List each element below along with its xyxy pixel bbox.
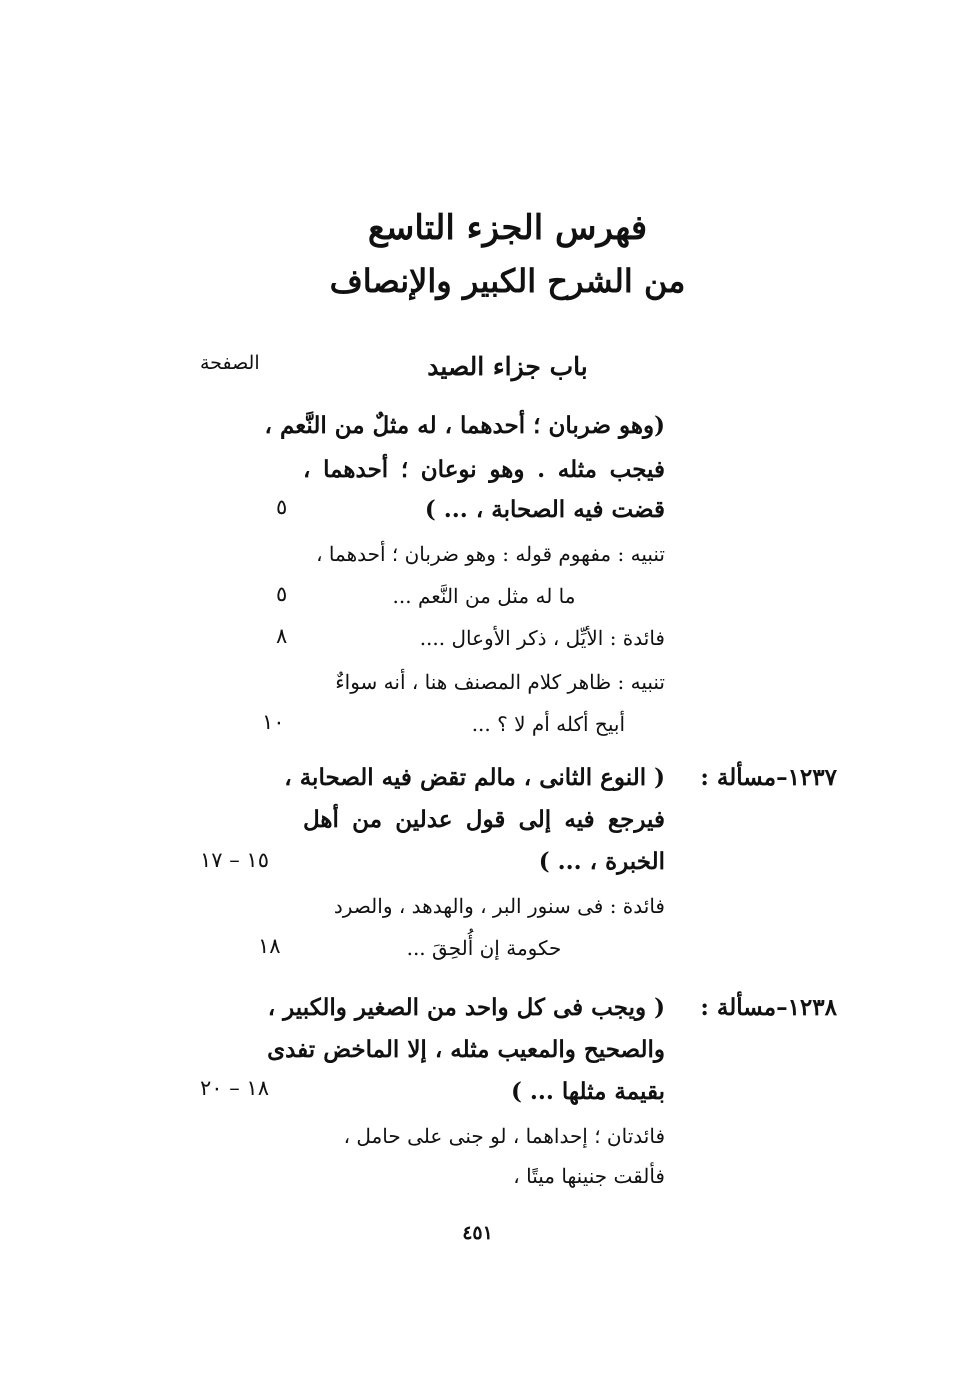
entry-line: فيجب مثله . وهو نوعان ؛ أحدهما ، (303, 456, 665, 483)
page-number: ٤٥١ (462, 1222, 493, 1244)
page-title: فهرس الجزء التاسع (367, 208, 648, 248)
entry-line: قضت فيه الصحابة ، ... ) (424, 496, 665, 523)
page-ref: ٥ (276, 582, 288, 606)
entry-line: والصحيح والمعيب مثله ، إلا الماخض تفدى (267, 1036, 665, 1063)
entry-line: فائدة : الأيِّل ، ذكر الأوعال .... (419, 626, 665, 650)
entry-line: فائدتان ؛ إحداهما ، لو جنى على حامل ، (343, 1124, 665, 1148)
entry-line: ( ويجب فى كل واحد من الصغير والكبير ، (267, 994, 665, 1021)
entry-line: تنبيه : ظاهر كلام المصنف هنا ، أنه سواءٌ (335, 670, 665, 694)
entry-line: الخبرة ، ... ) (538, 848, 665, 875)
entry-line: بقيمة مثلها ... ) (510, 1078, 665, 1105)
page-column-label: الصفحة (200, 352, 260, 374)
page-subtitle: من الشرح الكبير والإنصاف (329, 262, 686, 300)
masala-number: ١٢٣٨–مسألة : (700, 994, 837, 1021)
entry-line: أبيح أكله أم لا ؟ ... (471, 712, 625, 736)
entry-line: فيرجع فيه إلى قول عدلين من أهل (303, 806, 665, 833)
entry-line: حكومة إن أُلحِقَ ... (406, 936, 562, 960)
page-ref: ٨ (276, 624, 288, 648)
section-title: باب جزاء الصيد (427, 352, 588, 381)
page-ref: ٥ (276, 495, 288, 519)
masala-number: ١٢٣٧–مسألة : (700, 764, 837, 791)
page-ref: ١٨ (258, 934, 281, 958)
page-ref: ١٨ – ٢٠ (200, 1076, 269, 1100)
page-ref: ١٥ – ١٧ (200, 848, 269, 872)
entry-line: فائدة : فى سنور البر ، والهدهد ، والصرد (333, 894, 665, 918)
entry-line: ( النوع الثانى ، مالم تقض فيه الصحابة ، (284, 764, 665, 791)
entry-line: تنبيه : مفهوم قوله : وهو ضربان ؛ أحدهما ، (316, 542, 665, 566)
entry-line: ما له مثل من النَّعم ... (392, 584, 576, 608)
page-ref: ١٠ (262, 710, 285, 734)
entry-line: فألقت جنينها ميتًا ، (513, 1164, 665, 1188)
entry-line: (وهو ضربان ؛ أحدهما ، له مثلٌ من النَّعم ، (264, 412, 665, 439)
